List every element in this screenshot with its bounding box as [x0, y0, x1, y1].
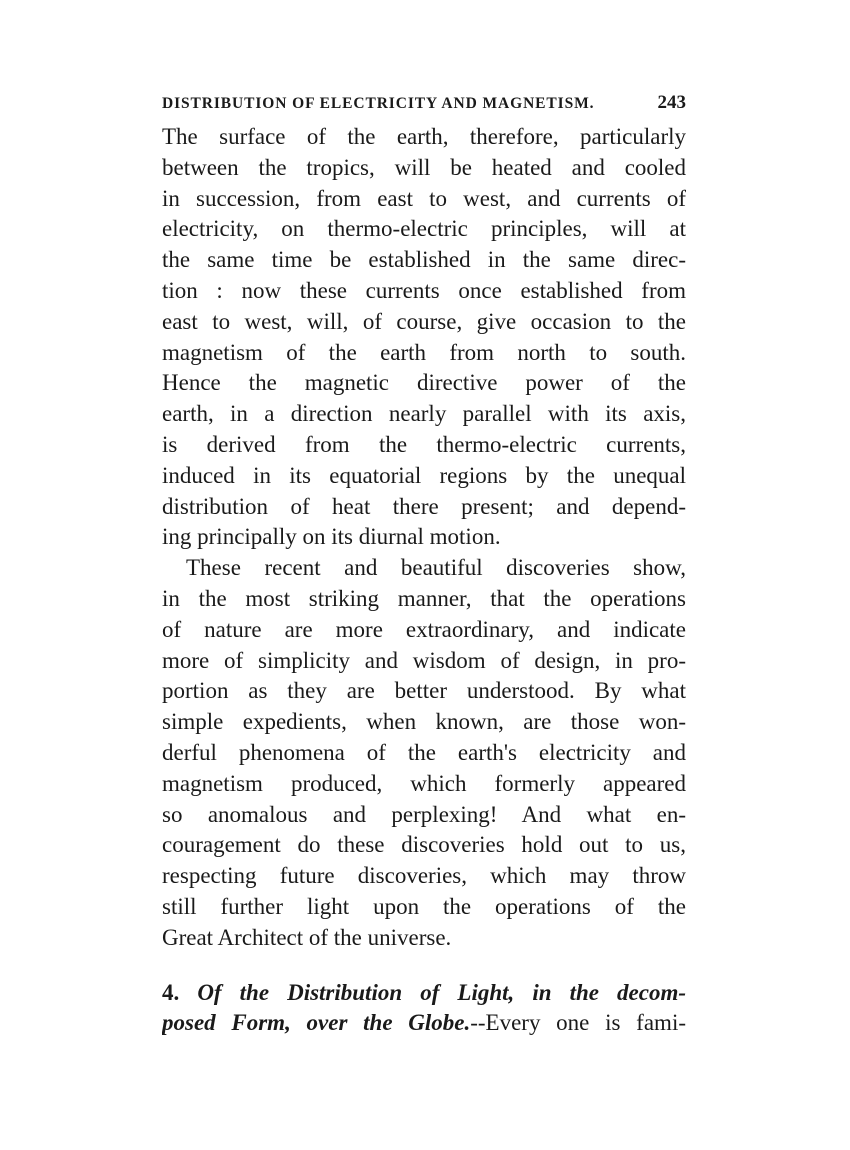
text-line: induced in its equatorial regions by the unequal	[162, 462, 686, 488]
text-line: the same time be established in the same direc-	[162, 247, 686, 273]
text-line: in succession, from east to west, and currents of	[162, 185, 686, 211]
text-line: distribution of heat there present; and depend-	[162, 493, 686, 519]
section-gap	[162, 954, 686, 978]
section-4	[162, 978, 686, 1040]
text-line: in the most striking manner, that the operations	[162, 585, 686, 611]
text-line: These recent and beautiful discoveries show,	[186, 555, 686, 581]
text-line: Great Architect of the universe.	[162, 924, 452, 950]
page-number: 243	[657, 92, 686, 113]
running-head-title: DISTRIBUTION OF ELECTRICITY AND MAGNETISM.	[162, 95, 595, 112]
paragraph-2	[162, 553, 686, 953]
text-line: magnetism of the earth from north to south.	[162, 339, 686, 365]
text-line: earth, in a direction nearly parallel with its axis,	[162, 401, 686, 427]
text-line: derful phenomena of the earth's electricity and	[162, 739, 686, 765]
text-line: couragement do these discoveries hold out to us,	[162, 832, 686, 858]
paragraph-1	[162, 122, 686, 553]
text-line: respecting future discoveries, which may throw	[162, 863, 686, 889]
text-line: The surface of the earth, therefore, particularly	[162, 124, 686, 149]
text-line: simple expedients, when known, are those won-	[162, 709, 686, 735]
page	[162, 92, 686, 1039]
section-number: 4.	[162, 979, 180, 1005]
running-head	[162, 92, 686, 114]
text-line: tion : now these currents once established from	[162, 277, 686, 303]
text-line: of nature are more extraordinary, and indicate	[162, 616, 686, 642]
text-line: electricity, on thermo-electric principles, will at	[162, 216, 686, 242]
section-title: posed Form, over the Globe.	[162, 1010, 471, 1036]
section-title: Of the Distribution of Light, in the decom-	[197, 979, 686, 1005]
text-line: is derived from the thermo-electric currents,	[162, 431, 686, 457]
text-line: more of simplicity and wisdom of design, in pro-	[162, 647, 686, 673]
text-line: magnetism produced, which formerly appeared	[162, 770, 686, 796]
text-line: so anomalous and perplexing! And what en-	[162, 801, 686, 827]
section-heading-line	[162, 1008, 686, 1039]
text-line: east to west, will, of course, give occasion to the	[162, 308, 686, 334]
text-line: portion as they are better understood. By what	[162, 678, 686, 704]
text-line: Hence the magnetic directive power of the	[162, 370, 686, 396]
text-line: ing principally on its diurnal motion.	[162, 524, 501, 550]
section-text: --Every one is fami-	[470, 1010, 686, 1036]
text-line: still further light upon the operations of the	[162, 893, 686, 919]
text-line: between the tropics, will be heated and cooled	[162, 154, 686, 180]
section-heading-line	[162, 978, 686, 1009]
